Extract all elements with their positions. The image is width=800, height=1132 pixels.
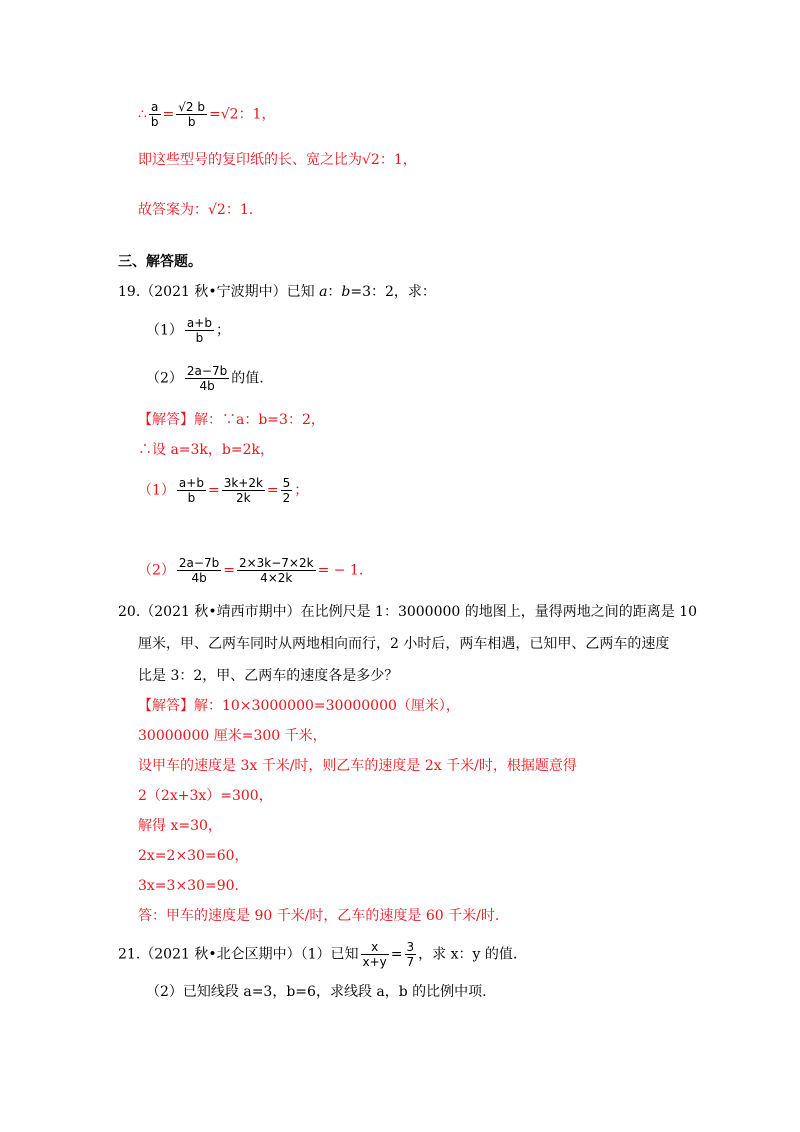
q21-stem-line1: 21.（2021 秋•北仑区期中）（1）已知 $\frac{x}{x+y}$ = $\frac{3}{7}$ ，求 x：y 的值.	[118, 940, 518, 969]
prev-solution-line3: 故答案为：√2：1.	[138, 202, 254, 218]
q21-frac-3-over-7: $\frac{3}{7}$	[406, 940, 415, 969]
q21-frac-x-over-xy: $\frac{x}{x+y}$	[362, 940, 387, 969]
q19-sol1-frac1: $\frac{a+b}{b}$	[178, 476, 204, 505]
q20-number: 20.	[118, 604, 141, 620]
q19-sol2-frac1: $\frac{2a-7b}{4b}$	[178, 556, 220, 585]
section-heading: 三、解答题。	[118, 254, 202, 270]
q20-stem-line2: 厘米，甲、乙两车同时从两地相向而行，2 小时后，两车相遇，已知甲、乙两车的速度	[138, 636, 670, 652]
q20-stem-line1: 20.（2021 秋•靖西市期中）在比例尺是 1：3000000 的地图上，量得两地之间的距离是 10	[118, 604, 698, 620]
prev-solution-line1: ∴ $\frac{a}{b}$ = $\frac{√2 b}{b}$ =√2：1，	[138, 100, 276, 129]
q19-solution2: （2） $\frac{2a-7b}{4b}$ = $\frac{2\times 3k-7\times 2k}{4\times 2k}$ = − 1.	[138, 556, 364, 585]
q20-answer-line4: 2（2x+3x）=300，	[138, 788, 273, 804]
q19-part2: （2） $\frac{2a-7b}{4b}$ 的值.	[146, 364, 264, 393]
q19-solution1: （1） $\frac{a+b}{b}$ = $\frac{3k+2k}{2k}$ = $\frac{5}{2}$ ；	[138, 476, 309, 505]
q21-part2: （2）已知线段 a=3，b=6，求线段 a，b 的比例中项.	[146, 984, 487, 1000]
q19-sol1-frac2: $\frac{3k+2k}{2k}$	[223, 476, 263, 505]
q20-answer-line3: 设甲车的速度是 3x 千米/时，则乙车的速度是 2x 千米/时，根据题意得	[138, 758, 577, 774]
q19-stem: 19.（2021 秋•宁波期中）已知 a：b=3：2，求：	[118, 284, 436, 300]
q20-answer-line8: 答：甲车的速度是 90 千米/时，乙车的速度是 60 千米/时.	[138, 908, 500, 924]
q19-answer-line2: ∴设 a=3k，b=2k，	[138, 442, 275, 458]
q19-part1: （1） $\frac{a+b}{b}$ ；	[146, 316, 230, 345]
q19-sol1-frac3: $\frac{5}{2}$	[282, 476, 291, 505]
q20-answer-line7: 3x=3×30=90.	[138, 878, 239, 894]
therefore-symbol: ∴	[138, 106, 147, 123]
q20-answer-line5: 解得 x=30，	[138, 818, 222, 834]
fraction-sqrt2b-over-b: $\frac{√2 b}{b}$	[178, 100, 205, 129]
fraction-a-over-b: $\frac{a}{b}$	[150, 100, 159, 129]
answer-label: 【解答】	[138, 412, 194, 428]
answer-label: 【解答】	[138, 698, 194, 714]
q19-sol2-frac2: $\frac{2\times 3k-7\times 2k}{4\times 2k}$	[238, 556, 314, 585]
prev-solution-line2: 即这些型号的复印纸的长、宽之比为√2：1，	[138, 152, 417, 168]
q19-answer-line1: 【解答】解：∵a：b=3：2，	[138, 412, 325, 428]
q21-number: 21.	[118, 946, 141, 963]
q19-part2-fraction: $\frac{2a-7b}{4b}$	[186, 364, 228, 393]
q20-answer-line1: 【解答】解：10×3000000=30000000（厘米），	[138, 698, 460, 714]
q19-part1-fraction: $\frac{a+b}{b}$	[186, 316, 212, 345]
q20-stem-line3: 比是 3：2，甲、乙两车的速度各是多少？	[138, 668, 399, 684]
q19-number: 19.	[118, 284, 141, 300]
q20-answer-line2: 30000000 厘米=300 千米，	[138, 728, 327, 744]
ratio-result: √2：1，	[220, 106, 276, 123]
q20-answer-line6: 2x=2×30=60，	[138, 848, 249, 864]
